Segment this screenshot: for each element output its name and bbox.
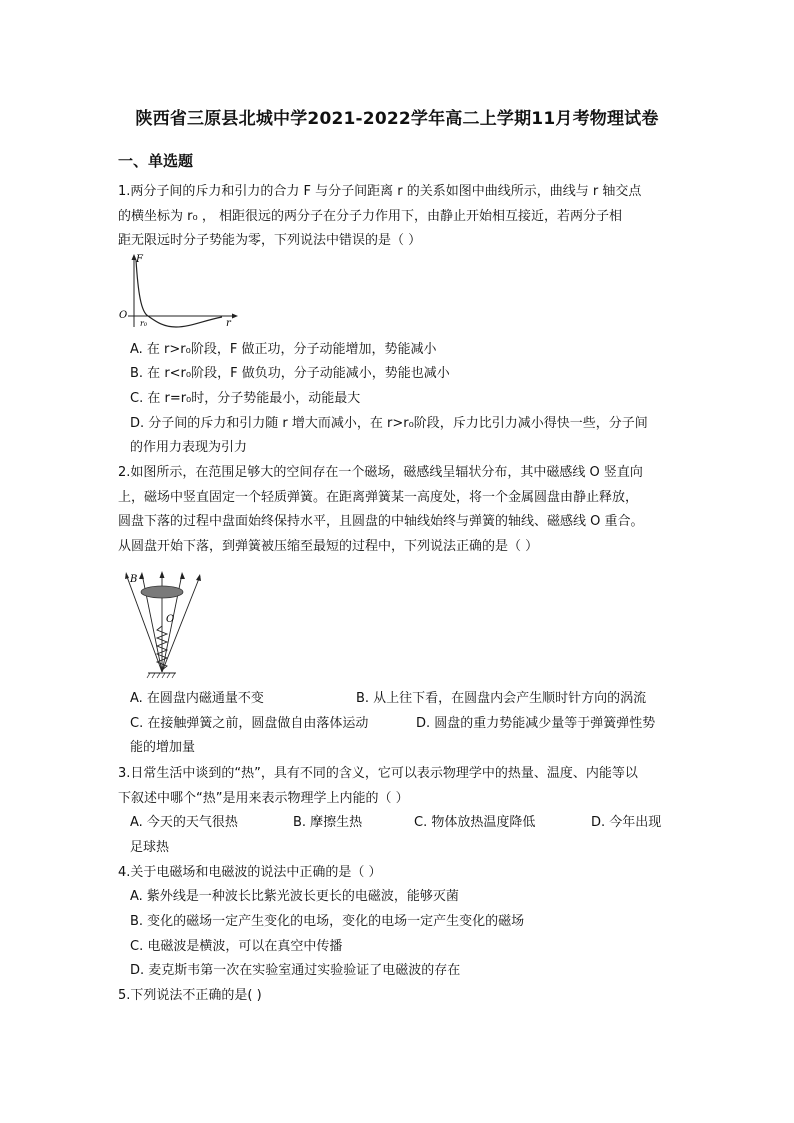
question-4-option-c: C. 电磁波是横波，可以在真空中传播	[130, 939, 343, 954]
question-4-option-d: D. 麦克斯韦第一次在实验室通过实验验证了电磁波的存在	[130, 963, 461, 978]
graph-label-o: O	[119, 310, 128, 321]
question-2-option-a: A. 在圆盘内磁通量不变	[130, 691, 264, 706]
question-2-line-1: 2.如图所示，在范围足够大的空间存在一个磁场，磁感线呈辐状分布，其中磁感线 O 竖直向	[118, 465, 643, 480]
question-3-line-1: 3.日常生活中谈到的“热”，具有不同的含义，它可以表示物理学中的热量、温度、内能等以	[118, 766, 638, 781]
graph-label-r: r	[226, 318, 231, 329]
question-1-line-3: 距无限远时分子势能为零，下列说法中错误的是（ ）	[118, 233, 422, 248]
question-1-line-1: 1.两分子间的斥力和引力的合力 F 与分子间距离 r 的关系如图中曲线所示，曲线与 r 轴交点	[118, 184, 642, 199]
question-1-stem	[118, 180, 678, 254]
question-1-option-d: D. 分子间的斥力和引力随 r 增大而减小，在 r>r₀阶段，斥力比引力减小得快一些，分子间	[130, 416, 648, 431]
question-1-option-d-cont: 的作用力表现为引力	[130, 440, 248, 455]
question-2-option-d-cont: 能的增加量	[130, 740, 196, 755]
question-2-line-4: 从圆盘开始下落，到弹簧被压缩至最短的过程中，下列说法正确的是（ ）	[118, 538, 539, 554]
question-3-option-d-cont: 足球热	[130, 840, 170, 855]
question-3-option-b: B. 摩擦生热	[293, 815, 363, 830]
force-distance-graph	[114, 252, 244, 332]
question-2-option-d: D. 圆盘的重力势能减少量等于弹簧弹性势	[416, 716, 656, 731]
question-2-line-2: 上，磁场中竖直固定一个轻质弹簧。在距离弹簧某一高度处，将一个金属圆盘由静止释放，	[118, 489, 639, 505]
question-2-line-3: 圆盘下落的过程中盘面始终保持水平，且圆盘的中轴线始终与弹簧的轴线、磁感线 O 重合。	[118, 514, 644, 529]
question-4-stem: 4.关于电磁场和电磁波的说法中正确的是（ ）	[118, 865, 382, 880]
question-3-option-a: A. 今天的天气很热	[130, 815, 238, 830]
question-1-line-2: 的横坐标为 r₀ ， 相距很远的两分子在分子力作用下，由静止开始相互接近，若两分子相	[118, 208, 622, 224]
question-2-option-b: B. 从上往下看，在圆盘内会产生顺时针方向的涡流	[356, 691, 647, 706]
question-5-stem: 5.下列说法不正确的是( )	[118, 988, 262, 1003]
question-1-option-b: B. 在 r<r₀阶段，F 做负功，分子动能减小，势能也减小	[130, 366, 450, 381]
document-title: 陕西省三原县北城中学2021-2022学年高二上学期11月考物理试卷	[135, 109, 659, 129]
question-3-line-2: 下叙述中哪个“热”是用来表示物理学上内能的（ ）	[118, 790, 409, 806]
section-heading: 一、单选题	[118, 152, 194, 170]
question-3-stem	[118, 762, 678, 811]
question-4-option-b: B. 变化的磁场一定产生变化的电场，变化的电场一定产生变化的磁场	[130, 914, 525, 929]
diagram-label-o: O	[166, 614, 175, 625]
diagram-label-b: B	[130, 574, 138, 585]
question-1-option-c: C. 在 r=r₀时，分子势能最小，动能最大	[130, 391, 361, 406]
question-3-option-d: D. 今年出现	[591, 815, 662, 830]
graph-label-f: F	[136, 254, 143, 265]
magnetic-field-diagram	[118, 568, 218, 690]
question-1-option-a: A. 在 r>r₀阶段，F 做正功，分子动能增加，势能减小	[130, 342, 437, 357]
question-2-option-c: C. 在接触弹簧之前，圆盘做自由落体运动	[130, 716, 369, 731]
question-4-option-a: A. 紫外线是一种波长比紫光波长更长的电磁波，能够灭菌	[130, 889, 459, 904]
question-3-option-c: C. 物体放热温度降低	[414, 815, 536, 830]
question-2-stem	[118, 461, 678, 559]
graph-label-r0: r₀	[140, 319, 148, 328]
